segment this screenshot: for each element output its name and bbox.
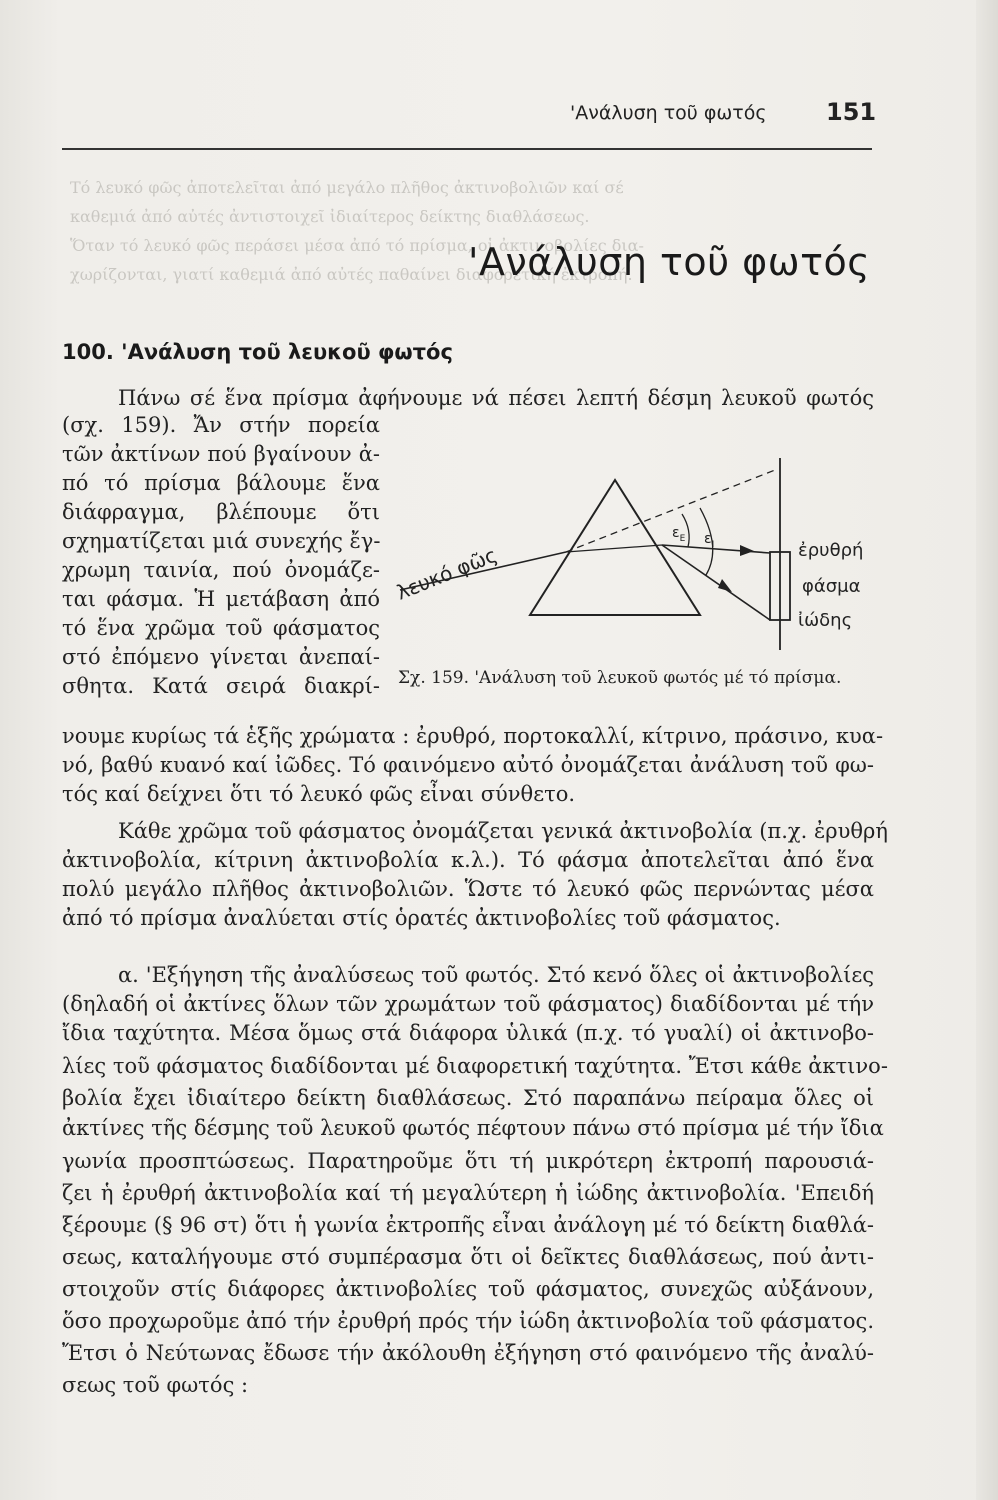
label-white-light: λευκό φῶς [392, 542, 501, 605]
paragraph-line: ζει ἡ ἐρυθρή ἀκτινοβολία καί τή μεγαλύτερη ἡ ἰώδης ἀκτινοβολία. 'Επειδή [62, 1181, 874, 1205]
paragraph-line: πό τό πρίσμα βάλουμε ἕνα [62, 471, 380, 495]
chapter-title: 'Ανάλυση τοῦ φωτός [468, 240, 870, 284]
paragraph-line: σεως, καταλήγουμε στό συμπέρασμα ὅτι οἱ δεῖκτες διαθλάσεως, πού ἀντι- [62, 1245, 874, 1269]
paragraph-line: ἴδια ταχύτητα. Μέσα ὅμως στά διάφορα ὑλικά (π.χ. τό γυαλί) οἱ ἀκτινοβο- [62, 1021, 874, 1045]
violet-ray [662, 545, 770, 620]
red-ray [662, 545, 770, 553]
paragraph-line: σθητα. Κατά σειρά διακρί- [62, 674, 380, 698]
paragraph-line: βολία ἔχει ἰδιαίτερο δείκτη διαθλάσεως. Στό παραπάνω πείραμα ὅλες οἱ [62, 1086, 874, 1110]
paragraph-line: σεως τοῦ φωτός : [62, 1373, 249, 1397]
figure-caption: Σχ. 159. 'Ανάλυση τοῦ λευκοῦ φωτός μέ τό πρίσμα. [398, 668, 842, 688]
paragraph-line: στό ἐπόμενο γίνεται ἀνεπαί- [62, 645, 380, 669]
bleed-through-line: καθεμιά ἀπό αὐτές ἀντιστοιχεῖ ἰδιαίτερος δείκτης διαθλάσεως. [70, 207, 590, 226]
paragraph-line: ται φάσμα. Ἡ μετάβαση ἀπό [62, 587, 380, 611]
paragraph-line: πολύ μεγάλο πλῆθος ἀκτινοβολιῶν. Ὥστε τό λευκό φῶς περνώντας μέσα [62, 877, 874, 901]
incident-extension [566, 470, 775, 552]
prism-triangle [530, 480, 700, 615]
paragraph-line: Ἔτσι ὁ Νεύτωνας ἔδωσε τήν ἀκόλουθη ἐξήγηση στό φαινόμενο τῆς ἀναλύ- [62, 1341, 874, 1365]
paragraph-line: ἀκτίνες τῆς δέσμης τοῦ λευκοῦ φωτός πέφτουν πάνω στό πρίσμα μέ τήν ἴδια [62, 1116, 884, 1140]
paragraph-line: α. 'Εξήγηση τῆς ἀναλύσεως τοῦ φωτός. Στό κενό ὅλες οἱ ἀκτινοβολίες [118, 963, 874, 987]
paragraph-line: ὅσο προχωροῦμε ἀπό τήν ἐρυθρή πρός τήν ἰώδη ἀκτινοβολία τοῦ φάσματος. [62, 1309, 874, 1333]
paragraph-line: γωνία προσπτώσεως. Παρατηροῦμε ὅτι τή μικρότερη ἐκτροπή παρουσιά- [62, 1149, 874, 1173]
red-ray-arrow [740, 545, 754, 556]
paragraph-line: διάφραγμα, βλέπουμε ὅτι [62, 500, 380, 524]
paragraph-line: (σχ. 159). Ἄν στήν πορεία [62, 413, 380, 437]
paragraph-line: λίες τοῦ φάσματος διαδίδονται μέ διαφορετική ταχύτητα. Ἔτσι κάθε ἀκτινο- [62, 1054, 888, 1078]
paragraph-line: (δηλαδή οἱ ἀκτίνες ὅλων τῶν χρωμάτων τοῦ φάσματος) διαδίδονται μέ τήν [62, 992, 874, 1016]
prism-dispersion-figure [370, 440, 890, 670]
section-heading [62, 340, 453, 364]
paragraph-line: Κάθε χρῶμα τοῦ φάσματος ὀνομάζεται γενικά ἀκτινοβολία (π.χ. ἐρυθρή [118, 819, 888, 843]
paragraph-line: ἀκτινοβολία, κίτρινη ἀκτινοβολία κ.λ.). Τό φάσμα ἀποτελεῖται ἀπό ἕνα [62, 848, 874, 872]
violet-ray-arrow [718, 579, 732, 592]
label-eps-violet: $\varepsilon_I$ [704, 531, 715, 550]
paragraph-line: ξέρουμε (§ 96 στ) ὅτι ἡ γωνία ἐκτροπῆς εἶναι ἀνάλογη μέ τό δείκτη διαθλά- [62, 1213, 874, 1237]
bleed-through-line: Τό λευκό φῶς ἀποτελεῖται ἀπό μεγάλο πλῆθος ἀκτινοβολιῶν καί σέ [70, 178, 624, 197]
section-title: 'Ανάλυση τοῦ λευκοῦ φωτός [121, 340, 453, 364]
running-head: 'Ανάλυση τοῦ φωτός [570, 102, 767, 124]
bleed-through-line: Ὅταν τό λευκό φῶς περάσει μέσα ἀπό τό πρίσμα, οἱ ἀκτινοβολίες δια- [70, 236, 644, 255]
page-edge [976, 0, 998, 1500]
paragraph-line: σχηματίζεται μιά συνεχής ἔγ- [62, 529, 381, 553]
paragraph-line: ἀπό τό πρίσμα ἀναλύεται στίς ὁρατές ἀκτινοβολίες τοῦ φάσματος. [62, 906, 781, 930]
paragraph-line: τῶν ἀκτίνων πού βγαίνουν ἀ- [62, 442, 380, 466]
paragraph-line: τός καί δείχνει ὅτι τό λευκό φῶς εἶναι σύνθετο. [62, 782, 576, 806]
paragraph-line: νό, βαθύ κυανό καί ἰῶδες. Τό φαινόμενο αὐτό ὀνομάζεται ἀνάλυση τοῦ φω- [62, 753, 874, 777]
label-violet: ἰώδης [798, 610, 853, 631]
paragraph-line: χρωμη ταινία, πού ὀνομάζε- [62, 558, 380, 582]
paragraph-line: τό ἕνα χρῶμα τοῦ φάσματος [62, 616, 380, 640]
bleed-through-line: χωρίζονται, γιατί καθεμιά ἀπό αὐτές παθαίνει διαφορετική ἐκτροπή. [70, 265, 633, 284]
header-rule [62, 148, 872, 150]
paragraph-line: νουμε κυρίως τά ἑξῆς χρώματα : ἐρυθρό, πορτοκαλλί, κίτρινο, πράσινο, κυα- [62, 724, 884, 748]
paragraph-line: στοιχοῦν στίς διάφορες ἀκτινοβολίες τοῦ φάσματος, συνεχῶς αὐξάνουν, [62, 1277, 874, 1301]
label-spectrum: φάσμα [802, 576, 861, 597]
section-number: 100. [62, 340, 114, 364]
page-number: 151 [826, 98, 877, 126]
label-eps-red: $\varepsilon_E$ [672, 525, 686, 544]
paragraph-line: Πάνω σέ ἕνα πρίσμα ἀφήνουμε νά πέσει λεπτή δέσμη λευκοῦ φωτός [118, 386, 874, 410]
label-red: ἐρυθρή [798, 540, 864, 561]
